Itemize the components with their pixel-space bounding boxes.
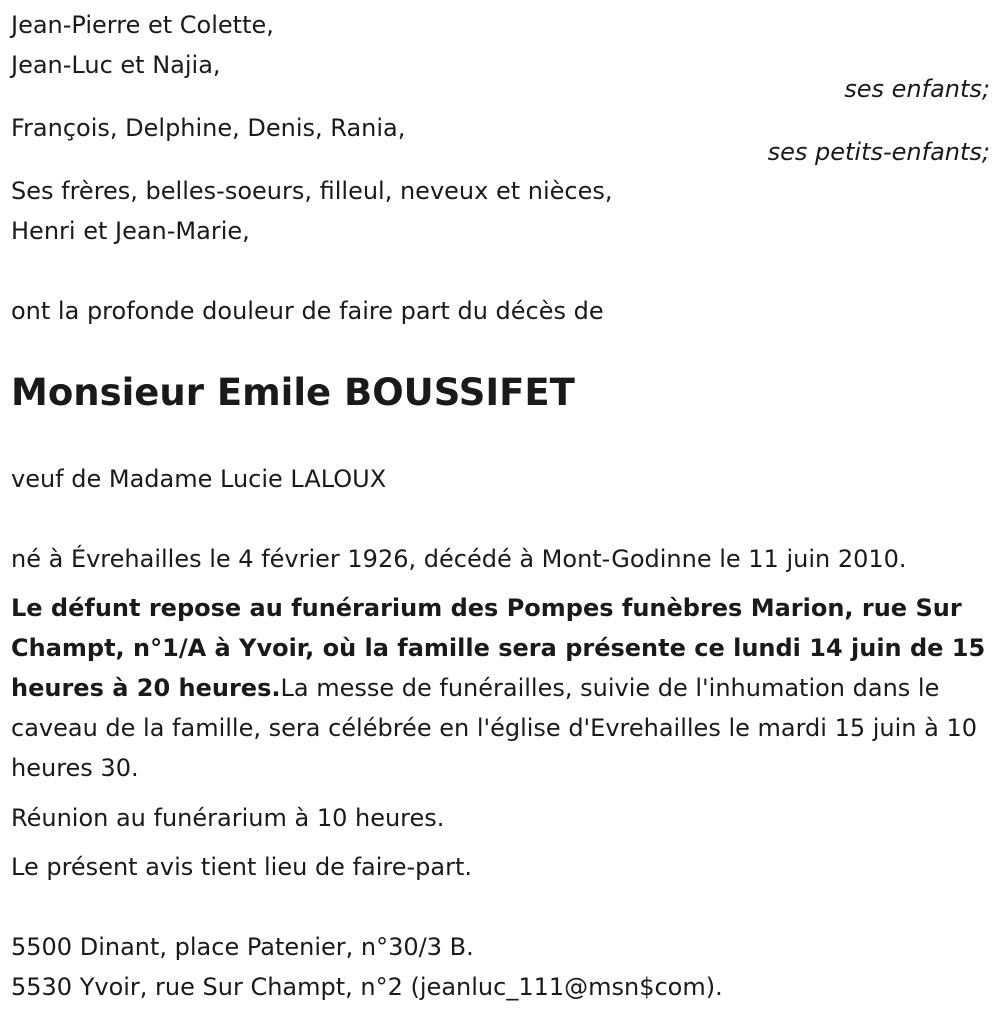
address-1: 5500 Dinant, place Patenier, n°30/3 B. (11, 933, 474, 961)
widower-of: veuf de Madame Lucie LALOUX (11, 465, 387, 493)
announcement-intro: ont la profonde douleur de faire part du décès de (11, 297, 604, 325)
siblings-line-2: Henri et Jean-Marie, (11, 217, 250, 245)
meeting-info: Réunion au funérarium à 10 heures. (11, 804, 445, 832)
funeral-details-paragraph (11, 588, 991, 788)
children-label: ses enfants; (844, 75, 990, 103)
siblings-line-1: Ses frères, belles-soeurs, filleul, neveux et nièces, (11, 177, 613, 205)
grandchildren-label: ses petits-enfants; (767, 138, 990, 166)
address-2: 5530 Yvoir, rue Sur Champt, n°2 (jeanluc_111@msn$com). (11, 973, 723, 1001)
grandchildren-names: François, Delphine, Denis, Rania, (11, 114, 406, 142)
mass-info: La messe de funérailles, suivie de l'inhumation dans le caveau de la famille, sera célébrée en l'église d'Evrehailles le mardi 15 juin à 10 heures 30. (11, 674, 977, 782)
notice-text: Le présent avis tient lieu de faire-part. (11, 853, 473, 881)
children-names-line-1: Jean-Pierre et Colette, (11, 11, 274, 39)
repose-info: Le défunt repose au funérarium des Pompes funèbres Marion, rue Sur Champt, n°1/A à Yvoir, où la famille sera présente ce lundi 14 juin de 15 heures à 20 heures. (11, 594, 986, 702)
birth-death-info: né à Évrehailles le 4 février 1926, décédé à Mont-Godinne le 11 juin 2010. (11, 545, 907, 573)
children-names-line-2: Jean-Luc et Najia, (11, 51, 221, 79)
deceased-name: Monsieur Emile BOUSSIFET (11, 371, 575, 414)
